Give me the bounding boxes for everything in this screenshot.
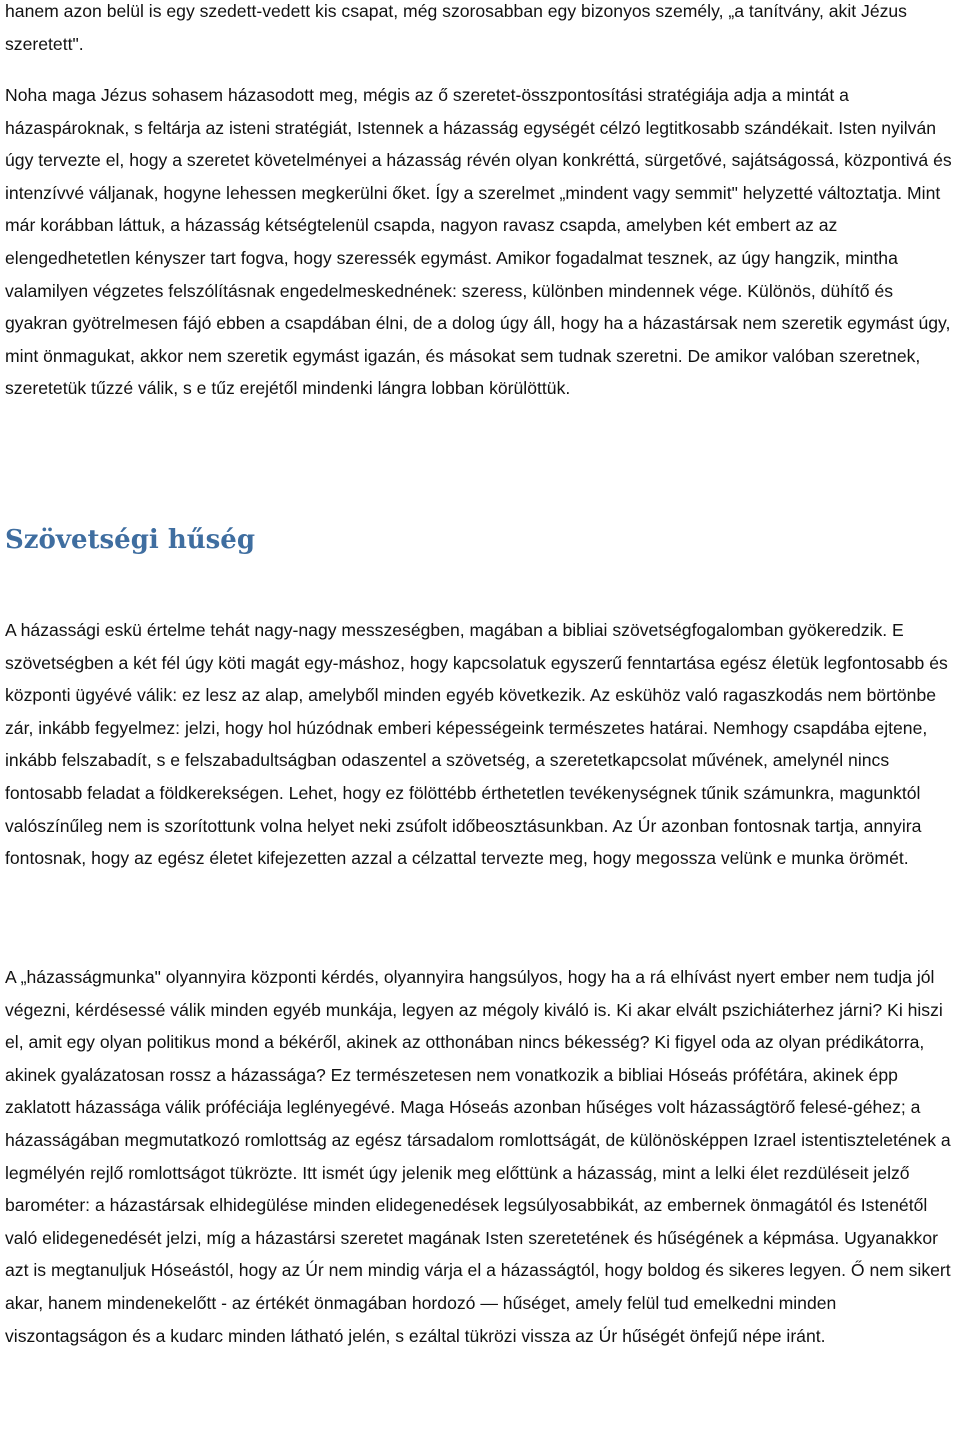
paragraph-marriage-work: A „házasságmunka" olyannyira központi kérdés, olyannyira hangsúlyos, hogy ha a rá elhívást nyert ember nem tudja jól végezni, kérdésessé válik minden egyéb munkája, legyen az mégoly kiváló is. Ki akar elvált pszichiáterhez járni? Ki hiszi el, amit egy olyan politikus mond a békéről, akinek az otthonában nincs békesség? Ki figyel oda az olyan prédikátorra, akinek gyalázatosan rossz a házassága? Ez természetesen nem vonatkozik a bibliai Hóseás prófétára, akinek épp zaklatott házassága válik próféciája leglényegévé. Maga Hóseás azonban hűséges volt házasságtörő felesé-géhez; a házasságában megmutatkozó romlottság az egész társadalom romlottságát, de különösképpen Izrael istentiszteletének a legmélyén rejlő romlottságot tükrözte. Itt ismét úgy jelenik meg előttünk a házasság, mint a lelki élet rezdüléseit jelző barométer: a házastársak elhidegülése minden elidegenedések legsúlyosabbikát, az embernek önmagától és Istenétől való elidegenedését jelzi, míg a házastársi szeretet magának Isten szeretetének és hűségének a képmása. Ugyanakkor azt is megtanuljuk Hóseástól, hogy az Úr nem mindig várja el a házasságtól, hogy boldog és sikeres legyen. Ő nem sikert akar, hanem mindenekelőtt - az értékét önmagában hordozó — hűséget, amely felül tud emelkedni minden viszontagságon és a kudarc minden látható jelén, s ezáltal tükrözi vissza az Úr hűségét önfejű népe iránt. [5,967,951,1346]
paragraph-covenant: A házassági eskü értelme tehát nagy-nagy messzeségben, magában a bibliai szövetségfogalomban gyökeredzik. E szövetségben a két fél úgy köti magát egy-máshoz, hogy kapcsolatuk egyszerű fenntartása egész életük legfontosabb és központi ügyévé válik: ez lesz az alap, amelyből minden egyéb következik. Az eskühöz való ragaszkodás nem börtönbe zár, inkább fegyelmez: jelzi, hogy hol húzódnak emberi képességeink természetes határai. Nemhogy csapdába ejtene, inkább felszabadít, s e felszabadultságban odaszentel a szövetség, a szeretetkapcsolat művének, amelynél nincs fontosabb feladat a földkerekségen. Lehet, hogy ez fölöttébb érthetetlen tevékenységnek tűnik számunkra, magunktól valószínűleg nem is szorítottunk volna helyet neki zsúfolt időbeosztásunkban. Az Úr azonban fontosnak tartja, annyira fontosnak, hogy az egész életet kifejezetten azzal a célzattal tervezte meg, hogy megossza velünk e munka örömét. [5,620,948,869]
paragraph-intro-continuation: hanem azon belül is egy szedett-vedett kis csapat, még szorosabban egy bizonyos személy, „a tanítvány, akit Jézus szeretett". [5,1,907,54]
section-heading: Szövetségi hűség [5,525,255,555]
paragraph-jesus-strategy: Noha maga Jézus sohasem házasodott meg, mégis az ő szeretet-összpontosítási stratégiája adja a mintát a házaspároknak, s feltárja az isteni stratégiát, Istennek a házasság egységét célzó legtitkosabb szándékait. Isten nyilván úgy tervezte el, hogy a szeretet követelményei a házasság révén olyan konkréttá, sürgetővé, sajátságossá, központivá és intenzívvé váljanak, hogyne lehessen megkerülni őket. Így a szerelmet „mindent vagy semmit" helyzetté változtatja. Mint már korábban láttuk, a házasság kétségtelenül csapda, nagyon ravasz csapda, amelyben két embert az az elengedhetetlen kényszer tart fogva, hogy szeressék egymást. Amikor fogadalmat tesznek, az úgy hangzik, mintha valamilyen végzetes felszólításnak engedelmeskednének: szeress, különben mindennek vége. Különös, dühítő és gyakran gyötrelmesen fájó ebben a csapdában élni, de a dolog úgy áll, hogy ha a házastársak nem szeretik egymást úgy, mint önmagukat, akkor nem szeretik egymást igazán, és másokat sem tudnak szeretni. De amikor valóban szeretnek, szeretetük tűzzé válik, s e tűz erejétől mindenki lángra lobban körülöttük. [5,85,952,399]
